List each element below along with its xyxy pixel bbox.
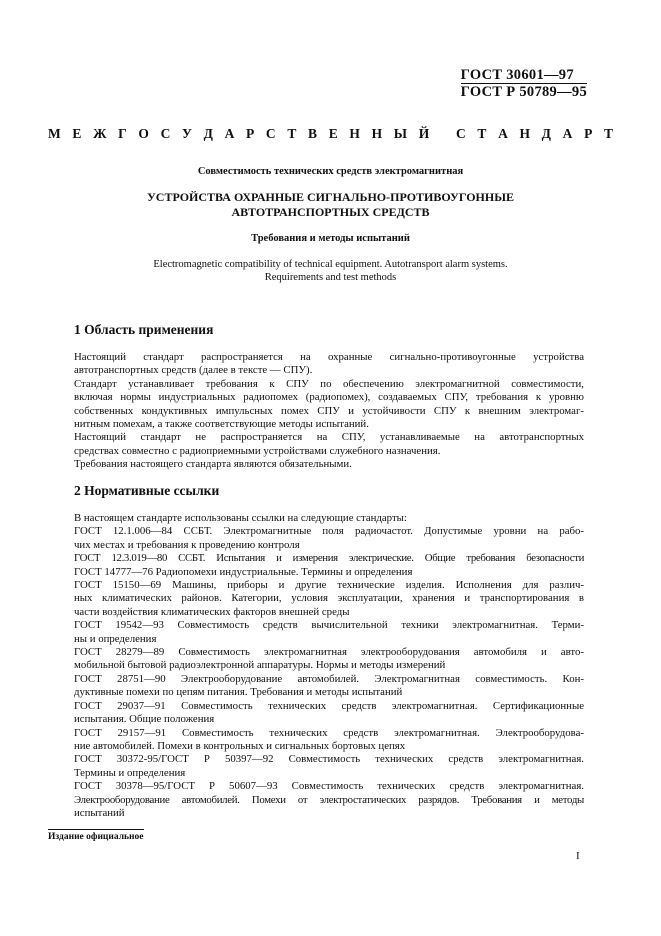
banner-letter: Р bbox=[246, 126, 255, 141]
body-line: Термины и определения bbox=[74, 766, 186, 779]
body-line: дуктивные помехи по цепям питания. Требования и методы испытаний bbox=[74, 686, 403, 699]
banner-letter: С bbox=[455, 126, 466, 141]
section-2-body bbox=[74, 512, 584, 820]
page-number: I bbox=[576, 850, 580, 862]
body-line: Настоящий стандарт не распространяется на СПУ, устанавливаемые на автотранспортных bbox=[74, 431, 584, 444]
banner-letter: Д bbox=[541, 126, 551, 141]
body-line: Стандарт устанавливает требования к СПУ по обеспечению электромагнитной совместимости, bbox=[74, 377, 584, 390]
banner-letter: А bbox=[562, 126, 573, 141]
english-title bbox=[60, 259, 601, 284]
body-line: Электрооборудование автомобилей. Помехи от электростатических разрядов. Требования и методы bbox=[74, 793, 584, 806]
body-line: средствах совместно с радиоприемными устройствами служебного назначения. bbox=[74, 444, 441, 457]
document-subtitle: Совместимость технических средств электромагнитная bbox=[197, 166, 464, 177]
body-line: ГОСТ 29037—91 Совместимость технических средств электромагнитная. Сертификационные bbox=[74, 699, 584, 712]
standard-codes bbox=[461, 67, 587, 100]
banner-letter: У bbox=[182, 126, 192, 141]
english-title-line: Electromagnetic compatibility of technical equipment. Autotransport alarm systems. bbox=[153, 259, 508, 270]
title-line: УСТРОЙСТВА ОХРАННЫЕ СИГНАЛЬНО-ПРОТИВОУГОННЫЕ bbox=[146, 190, 514, 204]
banner-letter: М bbox=[48, 126, 61, 141]
body-line: ных климатических районов. Категории, условия эксплуатации, хранения и транспортирования в bbox=[74, 592, 584, 605]
title-line: АВТОТРАНСПОРТНЫХ СРЕДСТВ bbox=[231, 205, 430, 219]
banner-letter: Т bbox=[477, 126, 487, 141]
body-line: ГОСТ 15150—69 Машины, приборы и другие технические изделия. Исполнения для различ- bbox=[74, 579, 584, 592]
banner-letter: Т bbox=[603, 126, 613, 141]
banner-letter: С bbox=[160, 126, 171, 141]
banner-letter: Т bbox=[287, 126, 297, 141]
banner-letter: Е bbox=[72, 126, 82, 141]
body-line: ГОСТ 14777—76 Радиопомехи индустриальные. Термины и определения bbox=[74, 565, 413, 578]
section-1-body bbox=[74, 351, 584, 472]
body-line: ГОСТ 28279—89 Совместимость электромагнитная электрооборудования автомобиля и авто- bbox=[74, 646, 584, 659]
body-line: ГОСТ 30378—95/ГОСТ Р 50607—93 Совместимость технических средств электромагнитная. bbox=[74, 780, 584, 793]
body-line: Требования настоящего стандарта являются обязательными. bbox=[74, 458, 352, 471]
body-line: В настоящем стандарте использованы ссылки на следующие стандарты: bbox=[74, 512, 407, 524]
banner-letter: Ж bbox=[93, 126, 107, 141]
banner-letter: А bbox=[498, 126, 508, 141]
body-line: ние автомобилей. Помехи в контрольных и сигнальных бортовых цепях bbox=[74, 739, 406, 752]
body-line: ГОСТ 12.1.006—84 ССБТ. Электромагнитные поля радиочастот. Допустимые уровни на рабо- bbox=[74, 525, 584, 538]
banner-letter: Н bbox=[349, 126, 360, 141]
body-line: испытаний bbox=[74, 806, 125, 819]
body-line: чих местах и требования к проведению контроля bbox=[74, 538, 300, 551]
standard-code-2: ГОСТ Р 50789—95 bbox=[460, 84, 587, 100]
body-line: собственных кондуктивных импульсных помех СПУ и устойчивости СПУ к внешним электромаг- bbox=[74, 404, 584, 417]
body-line: ГОСТ 30372-95/ГОСТ Р 50397—92 Совместимость технических средств электромагнитная. bbox=[74, 753, 584, 766]
section-2-heading: 2 Нормативные ссылки bbox=[74, 483, 220, 498]
banner-letter: Й bbox=[418, 126, 430, 141]
banner-letter: А bbox=[224, 126, 235, 141]
banner-letter: Ы bbox=[393, 126, 408, 141]
banner-letter: Д bbox=[203, 126, 213, 141]
footer-divider bbox=[48, 829, 144, 830]
standard-code-1: ГОСТ 30601—97 bbox=[460, 67, 574, 83]
banner-letter: Е bbox=[328, 126, 338, 141]
official-edition-label: Издание официальное bbox=[48, 832, 144, 842]
body-line: включая нормы индустриальных радиопомех (радиопомех), создаваемых СПУ, требования к уровню bbox=[74, 391, 584, 404]
banner-letter: Р bbox=[584, 126, 593, 141]
banner-letter: Н bbox=[519, 126, 530, 141]
body-line: части воздействия климатических факторов внешней среды bbox=[74, 605, 350, 618]
body-line: Настоящий стандарт распространяется на охранные сигнально-противоугонные устройства bbox=[74, 351, 584, 363]
body-line: ГОСТ 28751—90 Электрооборудование автомобилей. Электромагнитная совместимость. Кон- bbox=[74, 672, 584, 685]
banner-letter: В bbox=[308, 126, 318, 141]
body-line: мобильной бытовой радиоэлектронной аппаратуры. Нормы и методы измерений bbox=[74, 659, 446, 672]
banner-letter: О bbox=[138, 126, 149, 141]
body-line: автотранспортных средств (далее в тексте — СПУ). bbox=[74, 364, 313, 377]
document-subtitle-requirements: Требования и методы испытаний bbox=[251, 233, 410, 244]
banner-letter: Н bbox=[371, 126, 383, 141]
body-line: нитным помехам, а также соответствующие методы испытаний. bbox=[74, 418, 369, 431]
interstate-standard-banner bbox=[48, 124, 613, 144]
banner-letter: С bbox=[265, 126, 276, 141]
body-line: ГОСТ 19542—93 Совместимость средств вычислительной техники электромагнитная. Терми- bbox=[74, 619, 584, 632]
banner-letter: Г bbox=[118, 126, 127, 141]
section-1-heading: 1 Область применения bbox=[74, 322, 214, 337]
body-line: испытания. Общие положения bbox=[74, 713, 215, 726]
banner-gap bbox=[441, 126, 444, 142]
document-title bbox=[60, 190, 601, 220]
body-line: ны и определения bbox=[74, 632, 157, 645]
body-line: ГОСТ 29157—91 Совместимость технических средств электромагнитная. Электрооборудова- bbox=[74, 726, 584, 739]
body-line: ГОСТ 12.3.019—80 ССБТ. Испытания и измерения электрические. Общие требования безопасности bbox=[74, 552, 584, 565]
english-title-line: Requirements and test methods bbox=[264, 271, 397, 283]
